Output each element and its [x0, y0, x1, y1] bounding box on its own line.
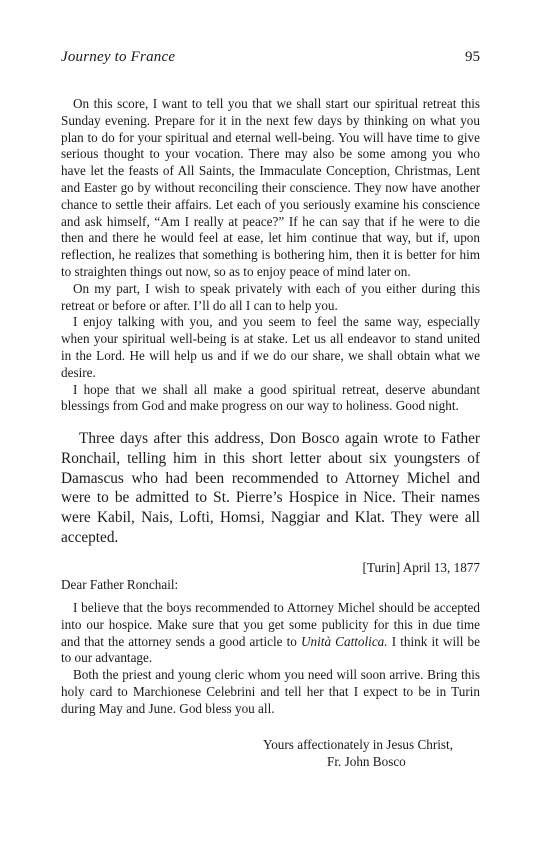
- address-paragraph: On my part, I wish to speak privately with each of you either during this retreat or before or after. I’ll do all I can to help you.: [61, 280, 480, 313]
- narrative-paragraph: Three days after this address, Don Bosco again wrote to Father Ronchail, telling him in this short letter about six youngsters of Damascus who had been recommended to Attorney Michel and were to be admitted to St. Pierre’s Hospice in Nice. Their names were Kabil, Nais, Lofti, Homsi, Naggiar and Klat. They were all accepted.: [61, 430, 480, 546]
- page-number: 95: [465, 49, 480, 65]
- letter-paragraph: Both the priest and young cleric whom you need will soon arrive. Bring this holy card to Marchionese Celebrini and tell her that I expect to be in Turin during May and June. God bless you all.: [61, 667, 480, 716]
- narrative-text: [61, 429, 480, 547]
- letter-salutation: Dear Father Ronchail:: [61, 577, 179, 593]
- letter-body: [61, 600, 480, 718]
- newspaper-title: Unità Cattolica.: [301, 633, 388, 649]
- letter-text: I believe that the boys recommended to Attorney Michel should be accepted into our hospice. Make sure that you get some publicity for this in due time and that the attorney sends a good article to: [61, 599, 480, 649]
- book-page: [61, 48, 480, 770]
- letter-paragraph: [61, 600, 480, 667]
- letter-signature: Fr. John Bosco: [327, 753, 406, 769]
- address-paragraph: I enjoy talking with you, and you seem to feel the same way, especially when your spiritual well-being is at stake. Let us all endeavor to stand united in the Lord. He will help us and if we do our share, we shall obtain what we desire.: [61, 314, 480, 380]
- address-paragraph: I hope that we shall all make a good spiritual retreat, deserve abundant blessings from God and make progress on our way to holiness. Good night.: [61, 381, 480, 414]
- running-title: Journey to France: [61, 49, 176, 65]
- address-paragraph: On this score, I want to tell you that we shall start our spiritual retreat this Sunday evening. Prepare for it in the next few days by thinking on what you plan to do for your spiritual and eternal well-being. You will have time to give serious thought to your vocation. There may also be some among you who have let the feasts of All Saints, the Immaculate Conception, Christmas, Lent and Easter go by without reconciling their conscience. They now have another chance to settle their affairs. Let each of you seriously examine his conscience and ask himself, “Am I really at peace?” If he can say that if he were to die then and there he would feel at ease, let him continue that way, but if, upon reflection, he realizes that something is bothering him, then it is better for him to straighten things out now, so as to enjoy peace of mind later on.: [61, 96, 480, 279]
- letter-closing: Yours affectionately in Jesus Christ,: [263, 736, 453, 752]
- letter-closing-block: [263, 736, 480, 770]
- address-text: [61, 96, 480, 415]
- letter-dateline: [Turin] April 13, 1877: [362, 560, 480, 576]
- letter-text: I think it will be to our advantage.: [61, 633, 481, 666]
- running-header: [61, 48, 480, 66]
